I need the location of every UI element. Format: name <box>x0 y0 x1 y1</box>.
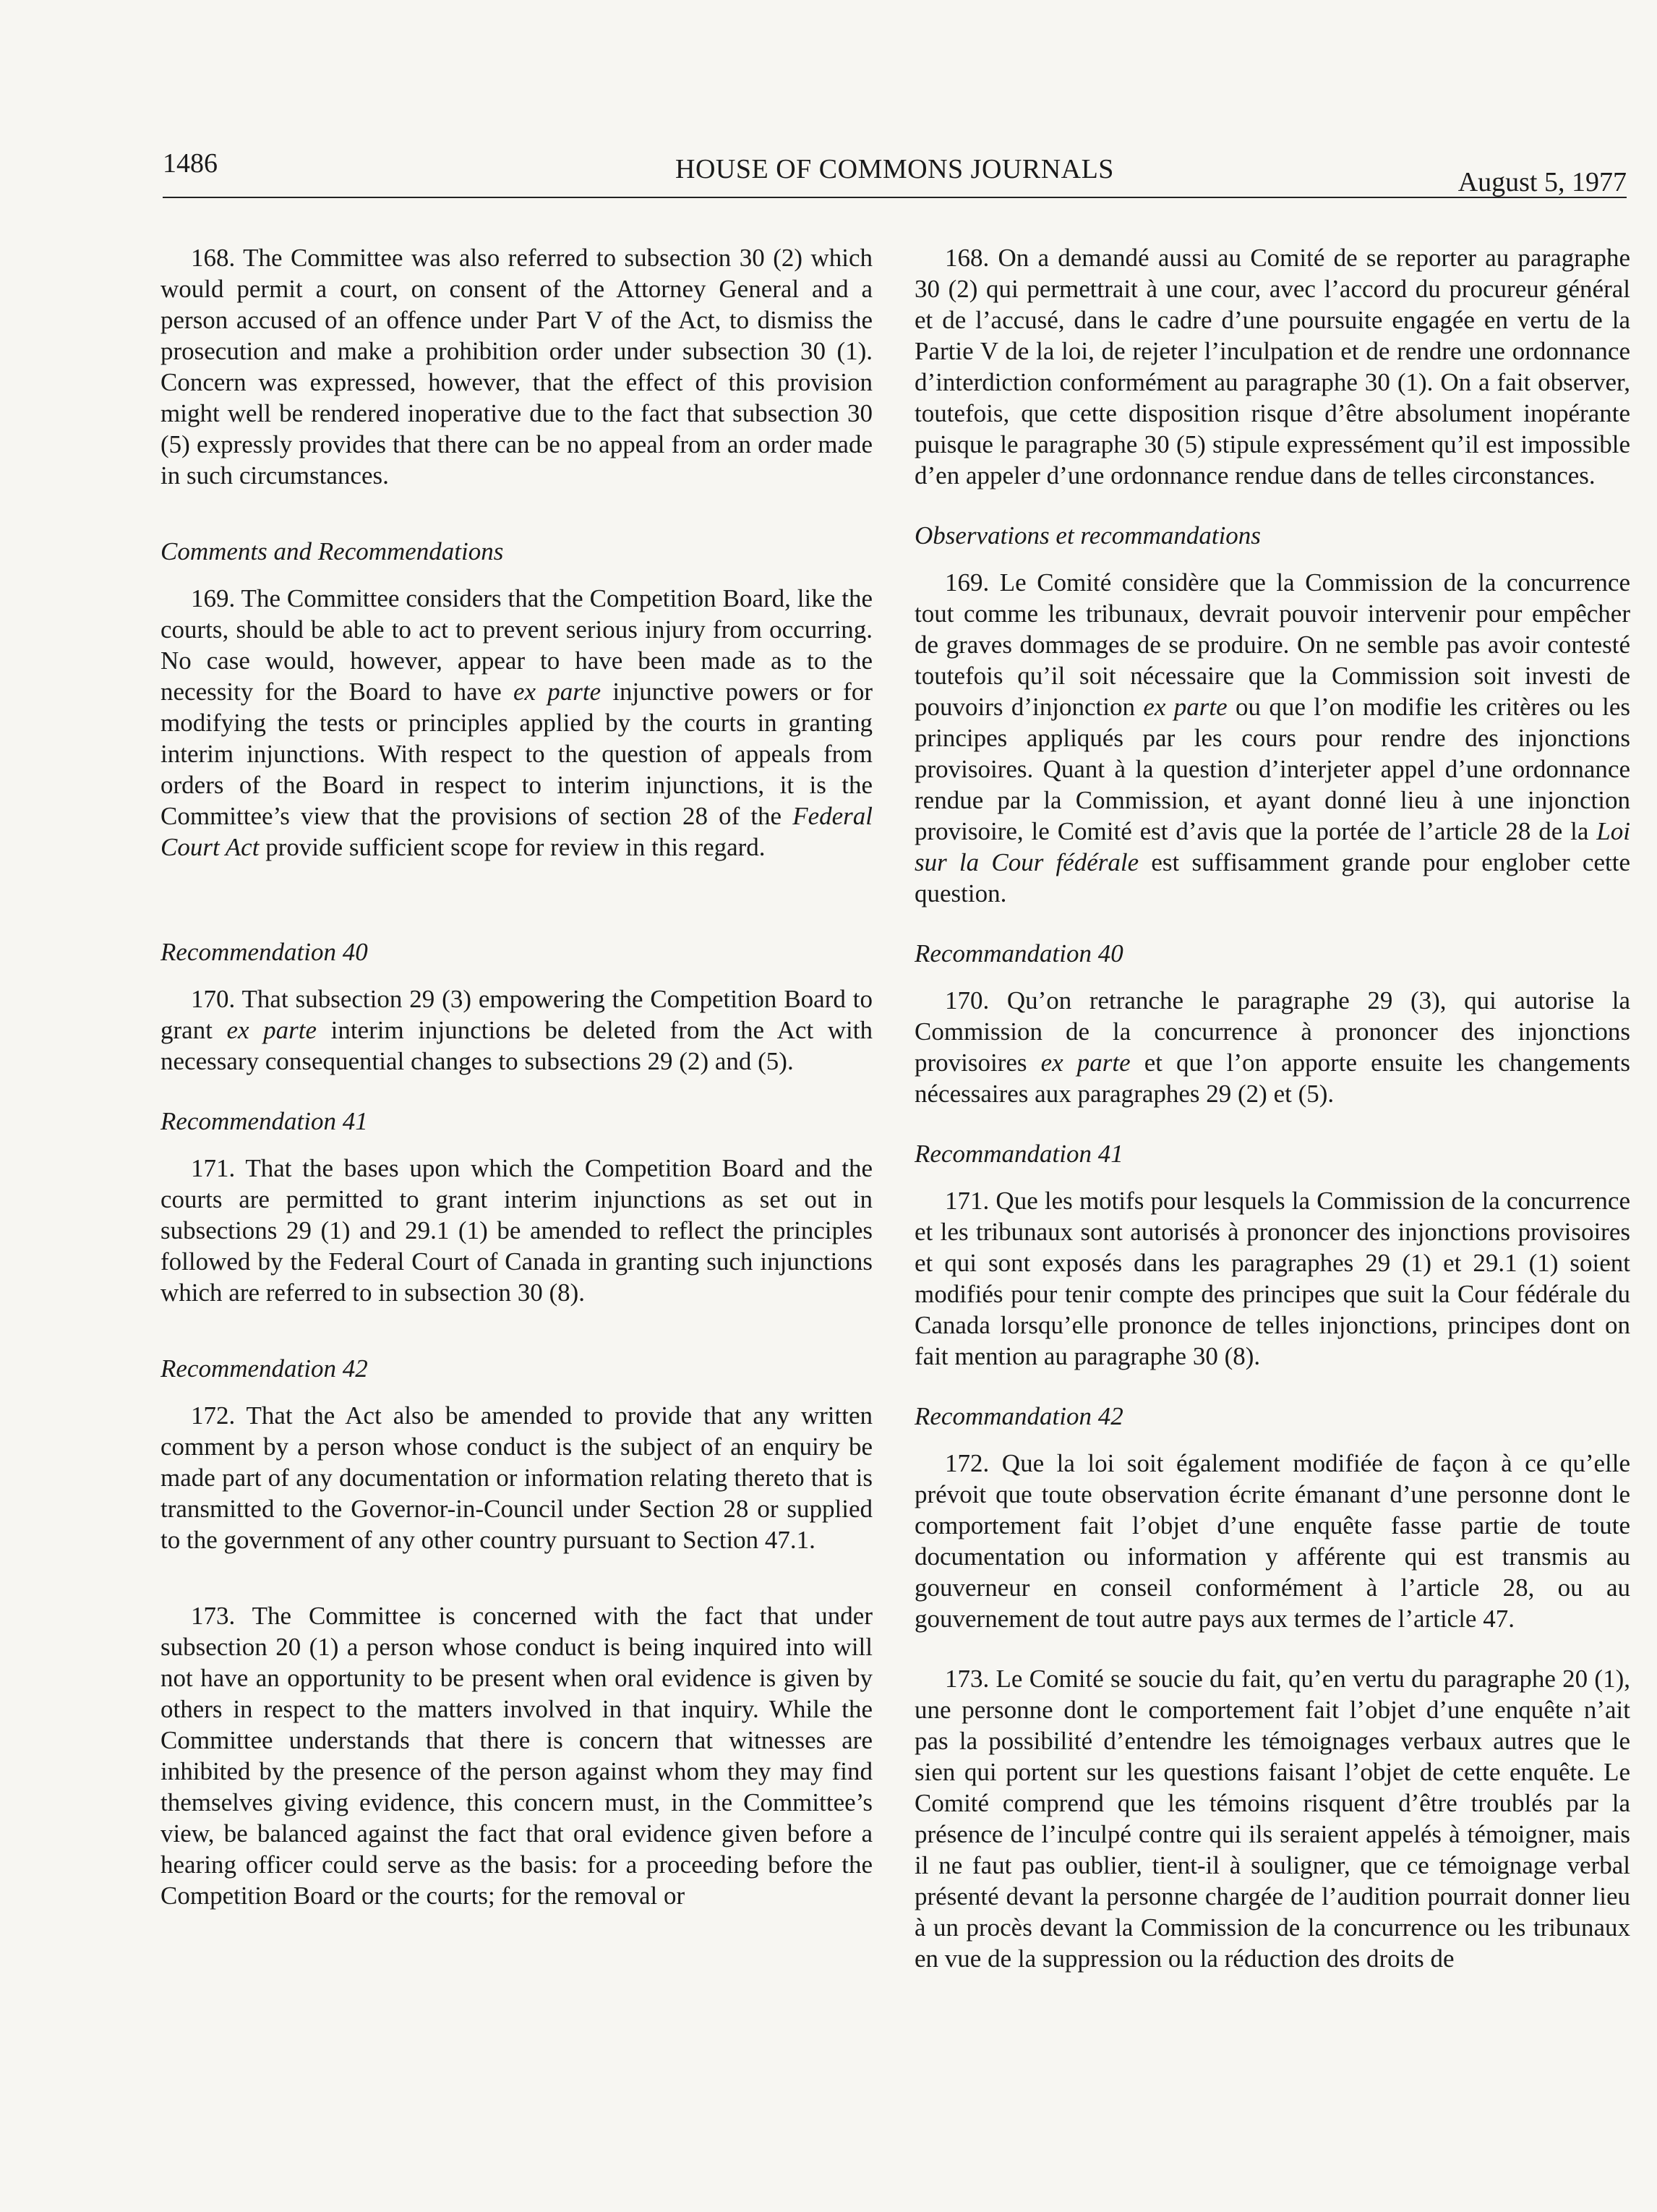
paragraph-169: 169. The Committee considers that the Competition Board, like the courts, should be able to act to prevent serious injury from occurring. No case would, however, appear to have been made as to the necessity for the Board to have ex parte injunctive powers or for modifying the tests or principles applied by the courts in granting interim injunctions. With respect to the question of appeals from orders of the Board in respect to interim injunctions, it is the Committee’s view that the provisions of section 28 of the Federal Court Act provide sufficient scope for review in this regard. <box>160 584 873 861</box>
english-column <box>160 242 873 1911</box>
heading-comments-recommendations: Comments and Recommendations <box>160 537 504 565</box>
paragraph-170-fr: 170. Qu’on retranche le paragraphe 29 (3), qui autorise la Commission de la concurrence à prononcer des injonctions provisoires ex parte et que l’on apporte ensuite les changements nécessaires aux paragraphes 29 (2) et (5). <box>915 986 1630 1108</box>
page-header <box>163 145 1627 198</box>
paragraph-170: 170. That subsection 29 (3) empowering the Competition Board to grant ex parte interim injunctions be deleted from the Act with necessary consequential changes to subsections 29 (2) and (5). <box>160 985 873 1075</box>
page-date: August 5, 1977 <box>1457 167 1627 197</box>
paragraph-171-fr: 171. Que les motifs pour lesquels la Commission de la concurrence et les tribunaux sont autorisés à prononcer des injonctions provisoires et qui sont exposés dans les paragraphes 29 (1) et 29.1 (1) soient modifiés pour tenir compte des principes que suit la Cour fédérale du Canada lorsqu’elle prononce de telles injonctions, principes dont on fait mention au paragraphe 30 (8). <box>915 1187 1630 1370</box>
heading-recommandation-42: Recommandation 42 <box>915 1402 1123 1430</box>
paragraph-173-fr: 173. Le Comité se soucie du fait, qu’en vertu du paragraphe 20 (1), une personne dont le comportement fait l’objet d’une enquête n’ait pas la possibilité d’entendre les témoignages verbaux autres que le sien qui portent sur les questions faisant l’objet de cette enquête. Le Comité comprend que les témoins risquent d’être troublés par la présence de l’inculpé contre qui ils seraient appelés à témoigner, mais il ne faut pas oublier, tient-il à souligner, que ce témoignage verbal présenté devant la personne chargée de l’audition pourrait donner lieu à un procès devant la Commission de la concurrence ou les tribunaux en vue de la suppression ou la réduction des droits de <box>915 1665 1630 1973</box>
heading-recommendation-41: Recommendation 41 <box>160 1107 368 1135</box>
paragraph-168: 168. The Committee was also referred to subsection 30 (2) which would permit a court, on consent of the Attorney General and a person accused of an offence under Part V of the Act, to dismiss the prosecution and make a prohibition order under subsection 30 (1). Concern was expressed, however, that the effect of this provision might well be rendered inoperative due to the fact that subsection 30 (5) expressly provides that there can be no appeal from an order made in such circumstances. <box>160 244 873 490</box>
journal-title: HOUSE OF COMMONS JOURNALS <box>675 154 1114 184</box>
french-column <box>915 242 1630 1974</box>
paragraph-169-fr: 169. Le Comité considère que la Commission de la concurrence tout comme les tribunaux, devrait pouvoir intervenir pour empêcher de graves dommages de se produire. On ne semble pas avoir contesté toutefois qu’il soit nécessaire que la Commission soit investi de pouvoirs d’injonction ex parte ou que l’on modifie les critères ou les principes appliqués par les cours pour rendre des injonctions provisoires. Quant à la question d’interjeter appel d’une ordonnance rendue par la Commission, et ayant donné lieu à une injonction provisoire, le Comité est d’avis que la portée de l’article 28 de la Loi sur la Cour fédérale est suffisamment grande pour englober cette question. <box>915 568 1630 908</box>
paragraph-168-fr: 168. On a demandé aussi au Comité de se reporter au paragraphe 30 (2) qui permettrait à une cour, avec l’accord du procureur général et de l’accusé, dans le cadre d’une poursuite engagée en vertu de la Partie V de la loi, de rejeter l’inculpation et de rendre une ordonnance d’interdiction conformément au paragraphe 30 (1). On a fait observer, toutefois, que cette disposition risque d’être absolument inopérante puisque le paragraphe 30 (5) stipule expressément qu’il est impossible d’en appeler d’une ordonnance rendue dans de telles circonstances. <box>915 244 1630 490</box>
heading-recommandation-41: Recommandation 41 <box>915 1140 1123 1168</box>
heading-recommendation-42: Recommendation 42 <box>160 1354 368 1383</box>
heading-recommendation-40: Recommendation 40 <box>160 938 368 966</box>
paragraph-172-fr: 172. Que la loi soit également modifiée de façon à ce qu’elle prévoit que toute observation écrite émanant d’une personne dont le comportement fait l’objet d’une enquête fasse partie de toute documentation ou information y afférente qui est transmis au gouverneur en conseil conformément à l’article 28, ou au gouvernement de tout autre pays aux termes de l’article 47. <box>915 1449 1630 1633</box>
paragraph-171: 171. That the bases upon which the Competition Board and the courts are permitted to grant interim injunctions as set out in subsections 29 (1) and 29.1 (1) be amended to reflect the principles followed by the Federal Court of Canada in granting such injunctions which are referred to in subsection 30 (8). <box>160 1154 873 1307</box>
heading-recommandation-40: Recommandation 40 <box>915 939 1123 968</box>
paragraph-173: 173. The Committee is concerned with the fact that under subsection 20 (1) a person whose conduct is being inquired into will not have an opportunity to be present when oral evidence is given by others in respect to the matters involved in that inquiry. While the Committee understands that there is concern that witnesses are inhibited by the presence of the person against whom they may find themselves giving evidence, this concern must, in the Committee’s view, be balanced against the fact that oral evidence given before a hearing officer could serve as the basis: for a proceeding before the Competition Board or the courts; for the removal or <box>160 1602 873 1910</box>
paragraph-172: 172. That the Act also be amended to provide that any written comment by a person whose conduct is the subject of an enquiry be made part of any documentation or information relating thereto that is transmitted to the Governor-in-Council under Section 28 or supplied to the government of any other country pursuant to Section 47.1. <box>160 1401 873 1554</box>
heading-observations-recommandations: Observations et recommandations <box>915 521 1261 550</box>
page-number: 1486 <box>163 148 218 179</box>
